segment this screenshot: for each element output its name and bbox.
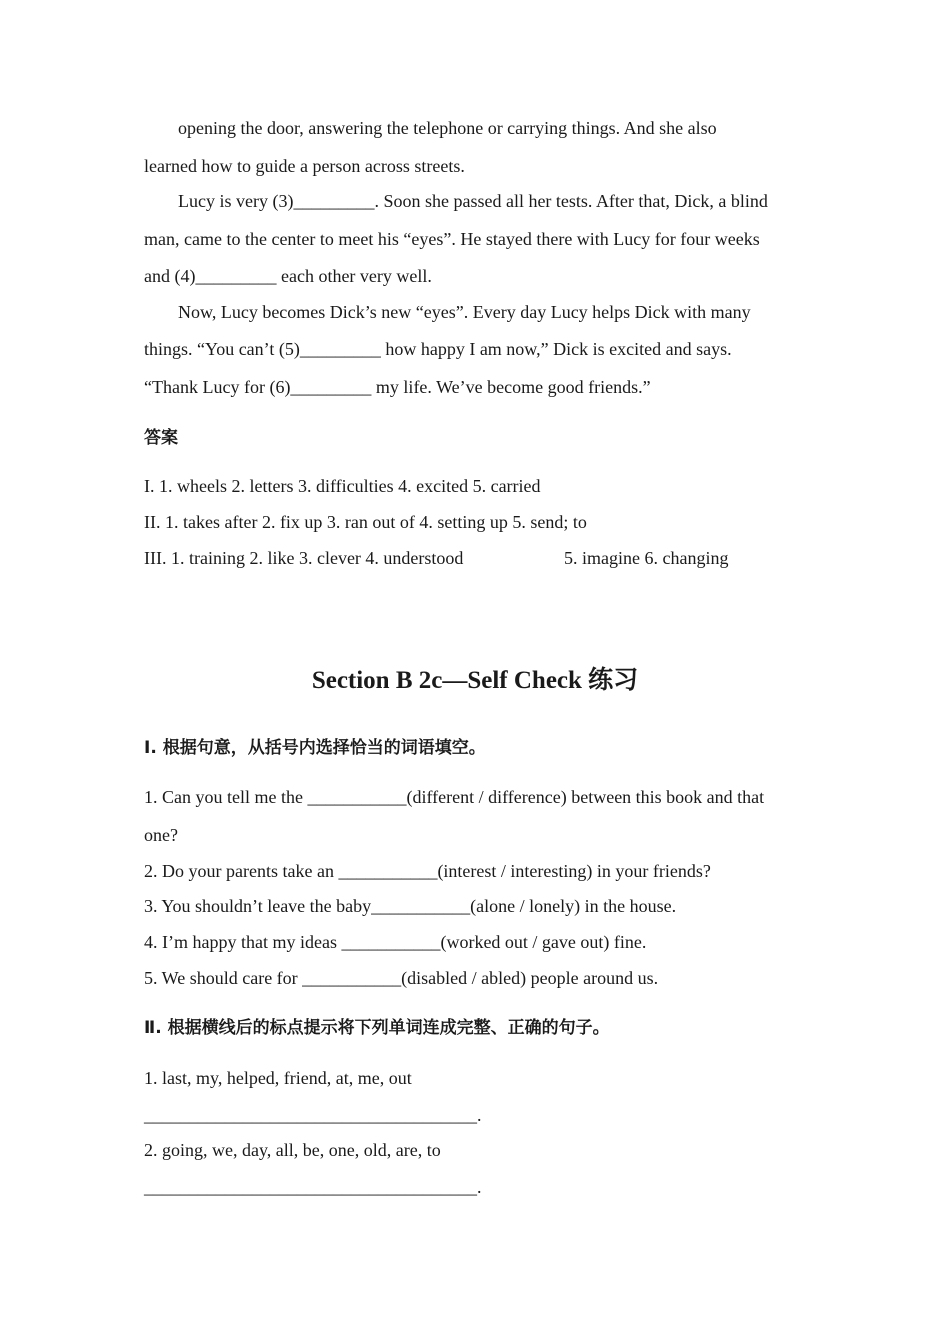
answer-line: 5. imagine 6. changing xyxy=(564,548,729,568)
passage-line: opening the door, answering the telephone or carrying things. And she also xyxy=(178,118,717,138)
question-item: 2. Do your parents take an ___________(interest / interesting) in your friends? xyxy=(144,861,711,881)
passage-line: things. “You can’t (5)_________ how happy I am now,” Dick is excited and says. xyxy=(144,339,732,359)
question-item: 2. going, we, day, all, be, one, old, are, to xyxy=(144,1140,441,1160)
passage-line: Lucy is very (3)_________. Soon she passed all her tests. After that, Dick, a blind xyxy=(178,191,768,211)
answer-line: III. 1. training 2. like 3. clever 4. understood xyxy=(144,548,464,568)
passage-line: man, came to the center to meet his “eyes”. He stayed there with Lucy for four weeks xyxy=(144,229,760,249)
question-item: 1. Can you tell me the ___________(different / difference) between this book and that xyxy=(144,787,765,807)
passage-line: Now, Lucy becomes Dick’s new “eyes”. Every day Lucy helps Dick with many xyxy=(178,302,751,322)
part-2-heading: Ⅱ. 根据横线后的标点提示将下列单词连成完整、正确的句子。 xyxy=(144,1018,610,1038)
passage-line: “Thank Lucy for (6)_________ my life. We’ve become good friends.” xyxy=(144,377,651,397)
answer-blank: _____________________________________. xyxy=(144,1105,482,1125)
question-item: 4. I’m happy that my ideas ___________(worked out / gave out) fine. xyxy=(144,932,647,952)
question-item: one? xyxy=(144,825,178,845)
answer-line: I. 1. wheels 2. letters 3. difficulties 4. excited 5. carried xyxy=(144,476,541,496)
section-title: Section B 2c—Self Check 练习 xyxy=(311,667,639,694)
answers-heading: 答案 xyxy=(144,428,178,448)
answer-line: II. 1. takes after 2. fix up 3. ran out of 4. setting up 5. send; to xyxy=(144,512,587,532)
passage-line: and (4)_________ each other very well. xyxy=(144,266,432,286)
passage-line: learned how to guide a person across streets. xyxy=(144,156,465,176)
question-item: 3. You shouldn’t leave the baby___________(alone / lonely) in the house. xyxy=(144,896,677,916)
question-item: 1. last, my, helped, friend, at, me, out xyxy=(144,1068,412,1088)
answer-blank: _____________________________________. xyxy=(144,1177,482,1197)
question-item: 5. We should care for ___________(disabled / abled) people around us. xyxy=(144,968,659,988)
part-1-heading: Ⅰ. 根据句意，从括号内选择恰当的词语填空。 xyxy=(144,738,486,758)
